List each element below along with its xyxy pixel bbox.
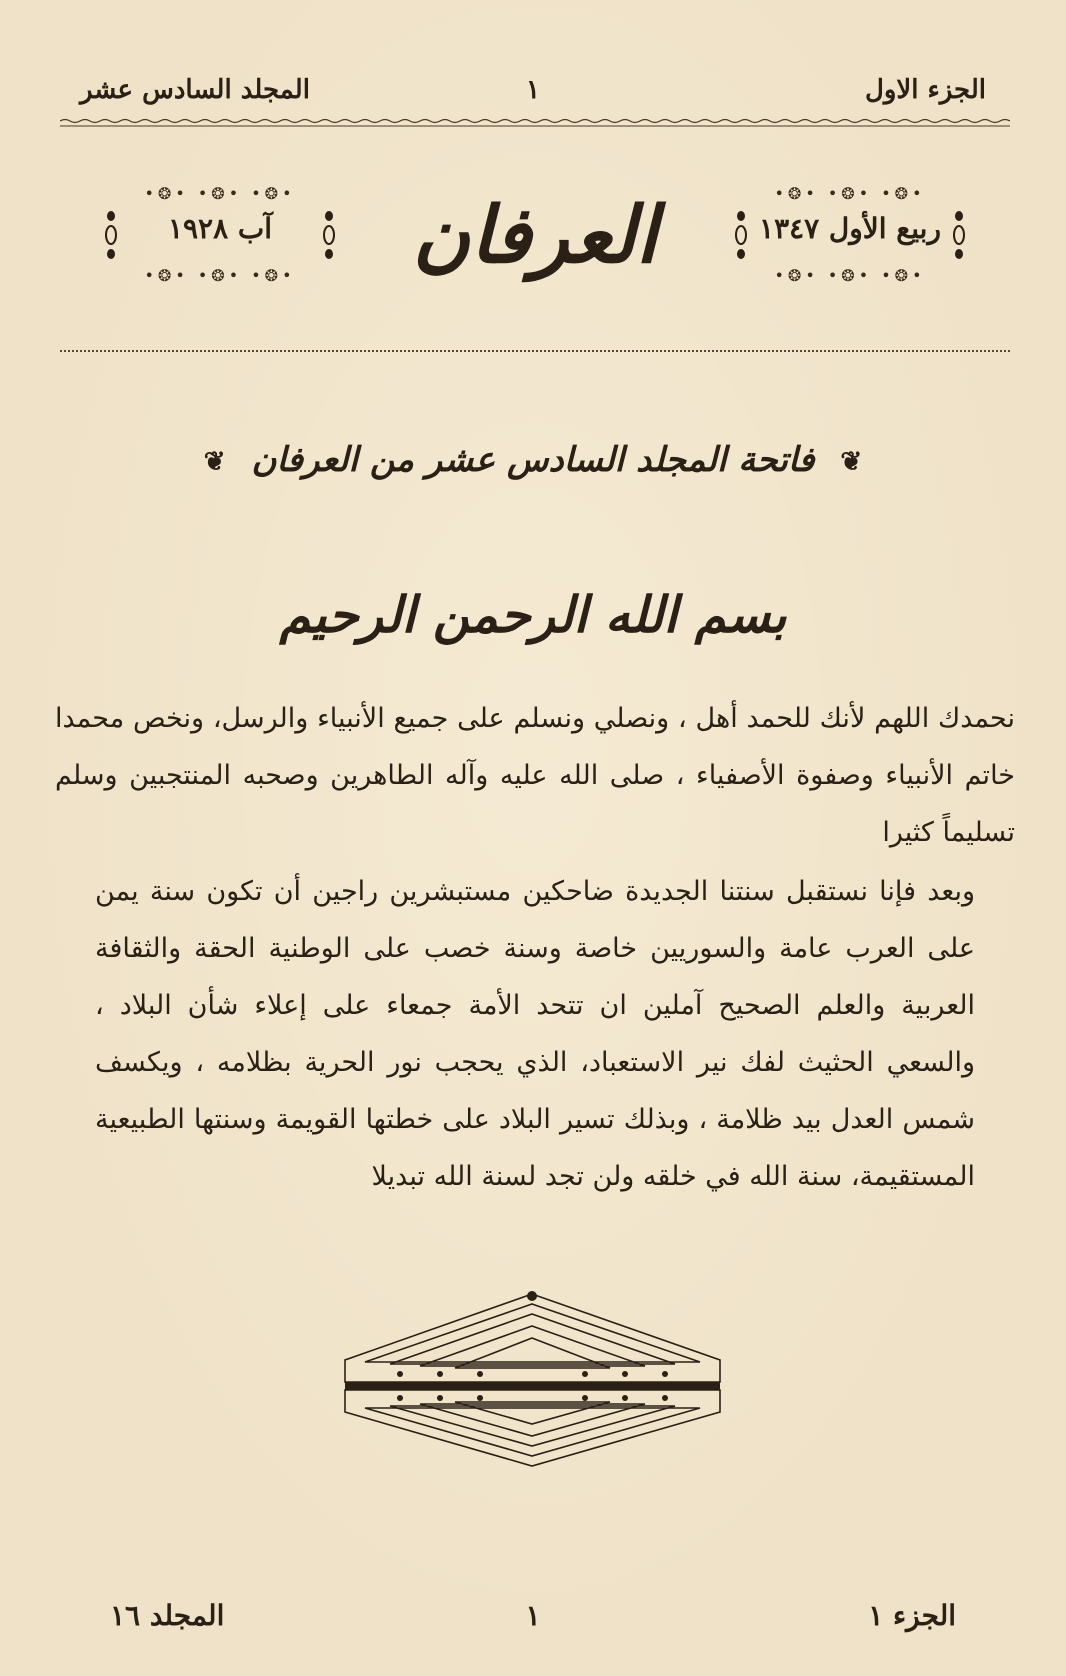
basmala: بسم الله الرحمن الرحيم bbox=[279, 585, 787, 644]
hijri-date-box bbox=[730, 180, 970, 290]
section-title-text: فاتحة المجلد السادس عشر من العرفان bbox=[251, 440, 815, 480]
gregorian-date-box bbox=[100, 180, 340, 290]
page-footer bbox=[110, 1595, 956, 1635]
pillar-ornament-icon bbox=[952, 210, 966, 260]
ornament-row: •❂• •❂• •❂• bbox=[144, 266, 296, 285]
ornament-row: •❂• •❂• •❂• bbox=[144, 184, 296, 203]
pillar-ornament-icon bbox=[104, 210, 118, 260]
flourish-icon: ❦ bbox=[840, 447, 863, 477]
ornament-row: •❂• •❂• •❂• bbox=[774, 266, 926, 285]
decorative-vignette-icon bbox=[340, 1290, 725, 1470]
footer-volume: المجلد ١٦ bbox=[110, 1598, 225, 1632]
masthead bbox=[60, 180, 1010, 310]
article-body bbox=[55, 690, 1015, 1205]
wavy-rule-top bbox=[60, 118, 1010, 128]
magazine-title: العرفان bbox=[412, 190, 658, 281]
paragraph-2: وبعد فإنا نستقبل سنتنا الجديدة ضاحكين مستبشرين راجين أن تكون سنة يمن على العرب عامة والسوريين خاصة وسنة خصب على الوطنية الحقة والثقافة العربية والعلم الصحيح آملين ان تتحد الأمة جمعاء على إعلاء شأن البلاد ، والسعي الحثيث لفك نير الاستعباد، الذي يحجب نور الحرية بظلامه ، ويكسف شمس العدل بيد ظلامة ، وبذلك تسير البلاد على خطتها القويمة وسنتها الطبيعية المستقيمة، سنة الله في خلقه ولن تجد لسنة الله تبديلا bbox=[95, 876, 975, 1192]
running-head-volume: المجلد السادس عشر bbox=[80, 75, 310, 105]
flourish-icon: ❦ bbox=[203, 447, 226, 477]
dotted-divider bbox=[60, 350, 1010, 352]
footer-page-number: ١ bbox=[525, 1598, 541, 1632]
footer-issue: الجزء ١ bbox=[868, 1598, 956, 1632]
running-head bbox=[80, 70, 986, 110]
hijri-date: ربيع الأول ١٣٤٧ bbox=[759, 212, 941, 245]
pillar-ornament-icon bbox=[734, 210, 748, 260]
gregorian-date: آب ١٩٢٨ bbox=[167, 212, 273, 245]
section-title bbox=[0, 440, 1066, 480]
ornament-row: •❂• •❂• •❂• bbox=[774, 184, 926, 203]
pillar-ornament-icon bbox=[322, 210, 336, 260]
running-head-issue: الجزء الاول bbox=[864, 75, 986, 105]
running-head-page-number: ١ bbox=[526, 75, 540, 105]
paragraph-1: نحمدك اللهم لأنك للحمد أهل ، ونصلي ونسلم على جميع الأنبياء والرسل، ونخص محمدا خاتم الأنبياء وصفوة الأصفياء ، صلى الله عليه وآله الطاهرين وصحبه المنتجبين وسلم تسليماً كثيرا bbox=[55, 703, 1015, 848]
